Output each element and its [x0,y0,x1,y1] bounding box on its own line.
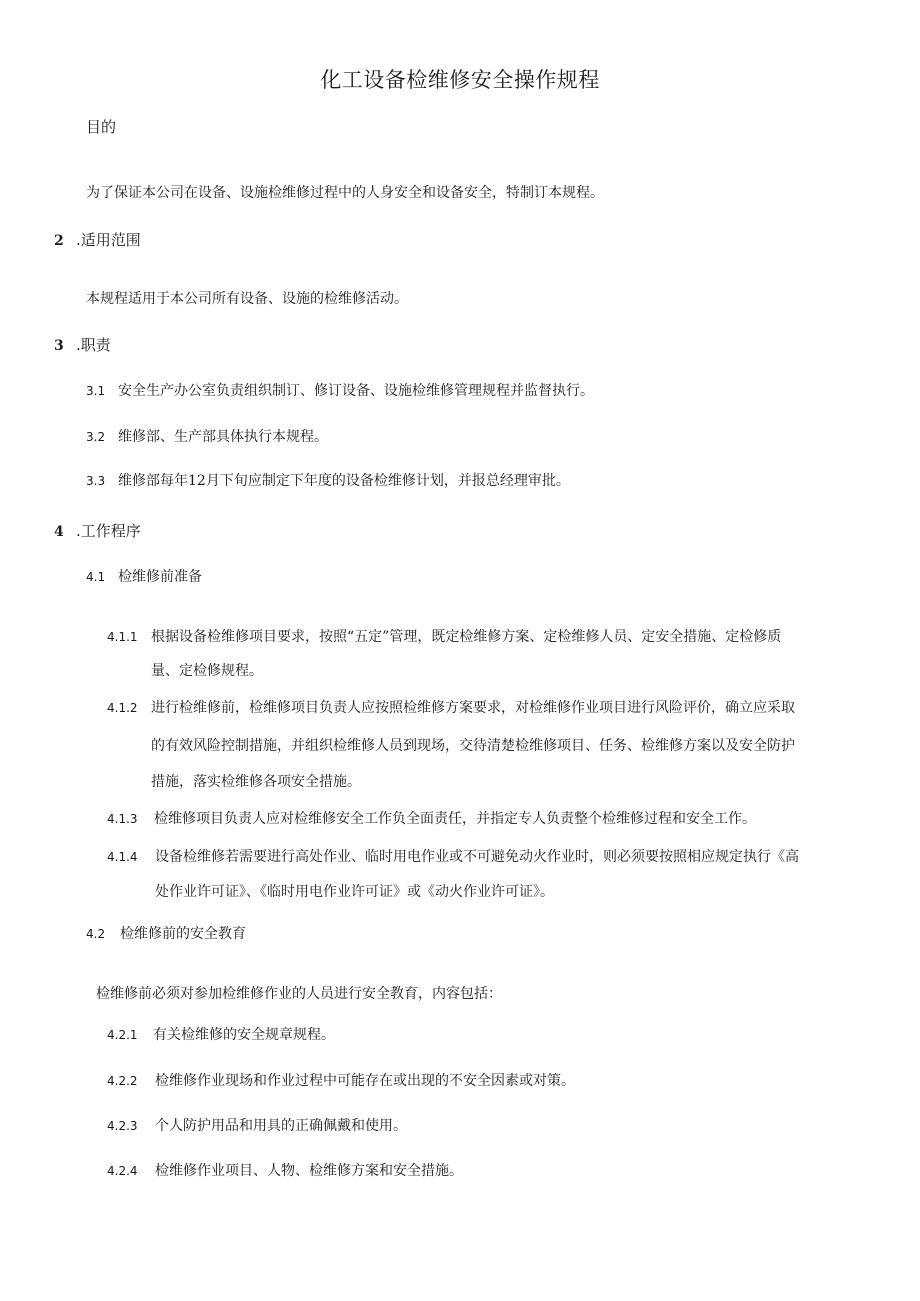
item-text-line: 设备检维修若需要进行高处作业、临时用电作业或不可避免动火作业时，则必须要按照相应规定执行《高 [155,849,799,865]
item-number: 4.1.1 [107,630,138,644]
list-item-4-2-1 [107,1024,335,1044]
list-item-3-2 [86,426,328,446]
section-2-heading [54,229,141,250]
item-text: 有关检维修的安全规章规程。 [153,1027,335,1043]
section-2-text: 本规程适用于本公司所有设备、设施的检维修活动。 [86,291,408,307]
item-text: 检维修作业项目、人物、检维修方案和安全措施。 [155,1163,463,1179]
item-text-line: 检维修项目负责人应对检维修安全工作负全面责任，并指定专人负责整个检维修过程和安全工作。 [154,811,756,827]
section-1-heading: 目的 [86,118,117,136]
subsection-title: 检维修前的安全教育 [120,926,246,942]
subsection-number: 4.1 [86,570,106,584]
subsection-4-2-heading [86,923,246,943]
item-text: 安全生产办公室负责组织制订、修订设备、设施检维修管理规程并监督执行。 [118,383,594,399]
item-number: 3.2 [86,430,106,444]
section-4-heading [54,520,141,541]
section-4-title: .工作程序 [76,522,141,540]
item-number: 4.2.2 [107,1074,138,1088]
list-item-3-1 [86,380,594,400]
item-number: 4.2.4 [107,1164,138,1178]
list-item-4-2-4 [107,1160,463,1180]
item-text: 维修部每年12月下旬应制定下年度的设备检维修计划，并报总经理审批。 [118,473,570,489]
section-3-title: .职责 [76,336,111,354]
section-3-heading [54,334,111,355]
item-number: 4.2.3 [107,1119,138,1133]
item-text-line: 量、定检修规程。 [151,663,263,679]
list-item-4-1-3 [107,808,756,828]
list-item-4-2-2 [107,1070,575,1090]
item-text: 个人防护用品和用具的正确佩戴和使用。 [155,1118,407,1134]
item-number: 4.1.3 [107,812,138,826]
item-text: 维修部、生产部具体执行本规程。 [118,429,328,445]
item-number: 4.1.2 [107,701,138,715]
item-number: 3.1 [86,384,106,398]
subsection-4-1-heading [86,566,202,586]
list-item-4-2-3 [107,1115,407,1135]
item-text-line: 措施，落实检维修各项安全措施。 [151,774,361,790]
item-number: 3.3 [86,474,106,488]
item-number: 4.1.4 [107,850,138,864]
section-2-number: 2 [54,233,64,249]
list-item-4-1-2 [107,697,795,717]
list-item-3-3 [86,470,570,490]
item-text-line: 根据设备检维修项目要求，按照“五定”管理，既定检维修方案、定检维修人员、定安全措施、定检修质 [151,629,782,645]
item-text-line: 处作业许可证》、《临时用电作业许可证》或《动火作业许可证》。 [155,884,554,900]
list-item-4-1-4 [107,846,799,866]
section-4-number: 4 [54,524,64,540]
subsection-title: 检维修前准备 [118,569,202,585]
item-text-line: 进行检维修前，检维修项目负责人应按照检维修方案要求，对检维修作业项目进行风险评价，确立应采取 [151,700,795,716]
section-1-text: 为了保证本公司在设备、设施检维修过程中的人身安全和设备安全，特制订本规程。 [86,185,604,201]
subsection-number: 4.2 [86,927,106,941]
section-3-number: 3 [54,338,64,354]
list-item-4-1-1 [107,626,781,646]
subsection-4-2-intro: 检维修前必须对参加检维修作业的人员进行安全教育，内容包括： [96,986,502,1002]
item-number: 4.2.1 [107,1028,138,1042]
section-2-title: .适用范围 [76,231,141,249]
item-text-line: 的有效风险控制措施，并组织检维修人员到现场，交待清楚检维修项目、任务、检维修方案以及安全防护 [151,738,795,754]
document-title: 化工设备检维修安全操作规程 [320,68,600,92]
item-text: 检维修作业现场和作业过程中可能存在或出现的不安全因素或对策。 [155,1073,575,1089]
